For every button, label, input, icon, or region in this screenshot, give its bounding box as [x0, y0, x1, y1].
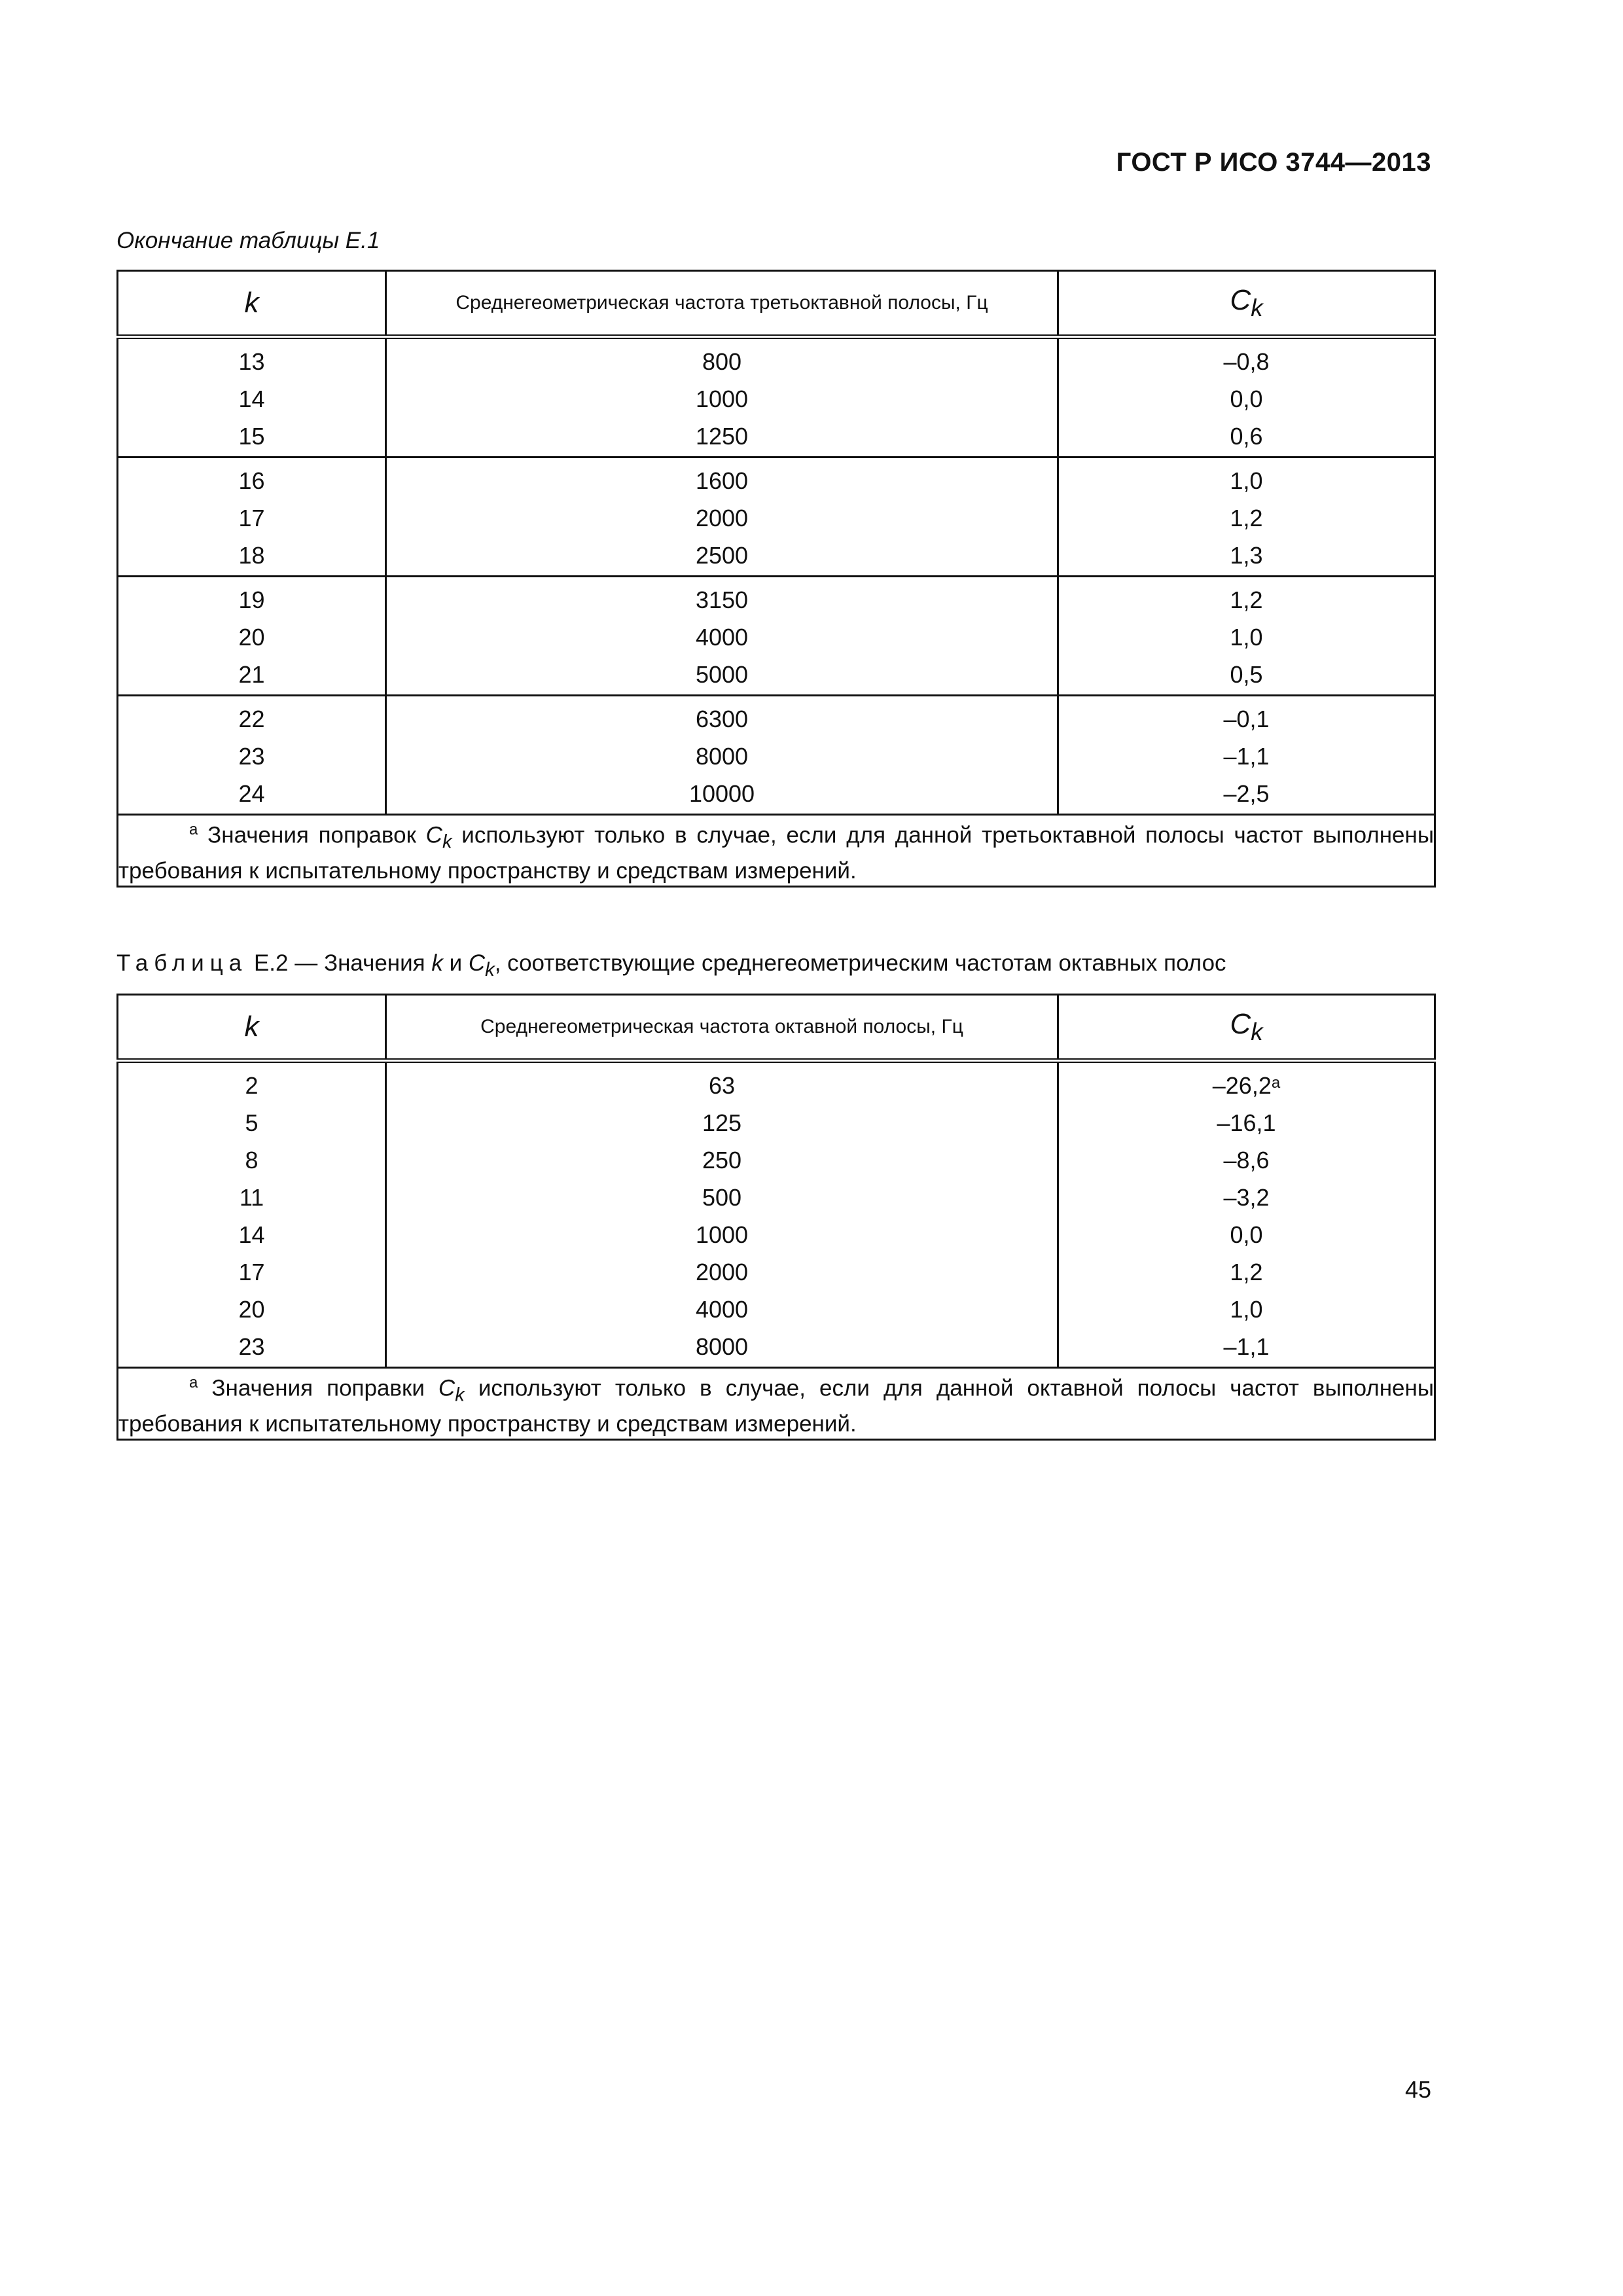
- table1-cell-c: [1058, 696, 1435, 815]
- table2-footnote: $^a$ Значения поправки $C_k$ используют только в случае, если для данной октавной полосы частот выполнены требования к испытательному пространству и средствам измерений.: [118, 1368, 1435, 1440]
- table1-value: 6300: [695, 706, 749, 732]
- table1-value: –2,5: [1223, 780, 1270, 807]
- footnote-mark: a: [1271, 1074, 1281, 1092]
- table1-value: 21: [238, 661, 265, 688]
- table1-row-group: [118, 696, 1435, 815]
- table1-value: 4000: [695, 624, 749, 651]
- table2-caption: Таблица Е.2 — Значения k и $C_k$, соответствующие среднегеометрическим частотам октавных полос: [116, 950, 1226, 980]
- table1-value: 0,5: [1230, 661, 1263, 688]
- table1-cell-k: [118, 577, 386, 696]
- table1-footnote-row: [118, 815, 1435, 887]
- table1-col-c: $C_k$: [1058, 271, 1435, 337]
- table1-col-freq: Среднегеометрическая частота третьоктавной полосы, Гц: [386, 271, 1058, 337]
- table1-cell-k: [118, 696, 386, 815]
- table1-value: –0,1: [1223, 706, 1270, 732]
- table1-value: 0,6: [1230, 423, 1263, 450]
- table2-value: 17: [238, 1259, 265, 1285]
- table1-value: 14: [238, 386, 265, 412]
- table1-value: 8000: [695, 743, 749, 770]
- page-number: 45: [1404, 2076, 1431, 2103]
- table1-cell-c: [1058, 337, 1435, 457]
- table1-value: 22: [238, 706, 265, 732]
- table2: [116, 994, 1436, 1441]
- table2-value: 23: [238, 1333, 265, 1360]
- table1-value: 18: [238, 542, 265, 569]
- table1-value: 16: [238, 467, 265, 494]
- table2-value: 1,0: [1230, 1296, 1263, 1323]
- table2-value: 14: [238, 1221, 265, 1248]
- table1-value: 24: [238, 780, 265, 807]
- table2-footnote-row: [118, 1368, 1435, 1440]
- table2-value: 5: [245, 1109, 259, 1136]
- table1-cell-k: [118, 457, 386, 577]
- table1-value: 1,3: [1230, 542, 1263, 569]
- table2-value: –1,1: [1223, 1333, 1270, 1360]
- document-code: ГОСТ Р ИСО 3744—2013: [1116, 148, 1431, 177]
- table2-value: 8000: [695, 1333, 749, 1360]
- table2-value: 11: [239, 1184, 264, 1211]
- table1-value: 1,0: [1230, 467, 1263, 494]
- table2-header-row: [118, 995, 1435, 1061]
- table2-value: 1,2: [1230, 1259, 1263, 1285]
- table1-row-group: [118, 337, 1435, 457]
- table2-row-group: [118, 1061, 1435, 1368]
- table2-col-c: $C_k$: [1058, 995, 1435, 1061]
- table1-header-row: [118, 271, 1435, 337]
- table2-cell-freq: [386, 1061, 1058, 1368]
- table1-cell-freq: [386, 577, 1058, 696]
- table1-value: –1,1: [1223, 743, 1270, 770]
- table2-cell-c: [1058, 1061, 1435, 1368]
- table2-value: 8: [245, 1147, 259, 1174]
- table2-value: 20: [238, 1296, 265, 1323]
- table1-cell-freq: [386, 457, 1058, 577]
- table2-value: –26,2$^a$: [1212, 1072, 1281, 1099]
- table1-row-group: [118, 577, 1435, 696]
- table1-value: 19: [238, 586, 265, 613]
- table1-value: 10000: [688, 780, 755, 807]
- table1: [116, 270, 1436, 888]
- table2-value: 125: [702, 1109, 742, 1136]
- table1-row-group: [118, 457, 1435, 577]
- table1-value: 1600: [695, 467, 749, 494]
- table1-value: 13: [238, 348, 265, 375]
- table1-value: 1000: [695, 386, 749, 412]
- table2-value: –3,2: [1223, 1184, 1270, 1211]
- table1-col-k: k: [118, 271, 386, 337]
- table1-cell-k: [118, 337, 386, 457]
- table1-cell-c: [1058, 577, 1435, 696]
- table1-value: –0,8: [1223, 348, 1270, 375]
- table1-value: 1,0: [1230, 624, 1263, 651]
- table1-cell-freq: [386, 696, 1058, 815]
- table1-value: 15: [238, 423, 265, 450]
- table2-value: 2: [245, 1072, 259, 1099]
- table1-caption: Окончание таблицы Е.1: [116, 228, 380, 253]
- table1-footnote: $^a$ Значения поправок $C_k$ используют только в случае, если для данной третьоктавной полосы частот выполнены требования к испытательному пространству и средствам измерений.: [118, 815, 1435, 887]
- table2-body: [118, 1061, 1435, 1368]
- table1-value: 1,2: [1230, 505, 1263, 531]
- table1-value: 20: [238, 624, 265, 651]
- table2-col-freq: Среднегеометрическая частота октавной полосы, Гц: [386, 995, 1058, 1061]
- table1-value: 2000: [695, 505, 749, 531]
- table1-value: 17: [238, 505, 265, 531]
- table1-body: [118, 337, 1435, 815]
- table1-value: 3150: [695, 586, 749, 613]
- table1-value: 1,2: [1230, 586, 1263, 613]
- table1-cell-c: [1058, 457, 1435, 577]
- table2-value: –8,6: [1223, 1147, 1270, 1174]
- table1-value: 5000: [695, 661, 749, 688]
- table1-value: 1250: [695, 423, 749, 450]
- table2-value: 4000: [695, 1296, 749, 1323]
- table2-value: 500: [702, 1184, 742, 1211]
- table2-value: 250: [702, 1147, 742, 1174]
- table1-value: 800: [702, 348, 742, 375]
- table2-value: 63: [708, 1072, 736, 1099]
- table2-cell-k: [118, 1061, 386, 1368]
- table1-value: 2500: [695, 542, 749, 569]
- table2-value: 1000: [695, 1221, 749, 1248]
- table1-cell-freq: [386, 337, 1058, 457]
- table2-value: 2000: [695, 1259, 749, 1285]
- table1-value: 23: [238, 743, 265, 770]
- table2-value: –16,1: [1217, 1109, 1276, 1136]
- table2-col-k: k: [118, 995, 386, 1061]
- table1-value: 0,0: [1230, 386, 1263, 412]
- table2-value: 0,0: [1230, 1221, 1263, 1248]
